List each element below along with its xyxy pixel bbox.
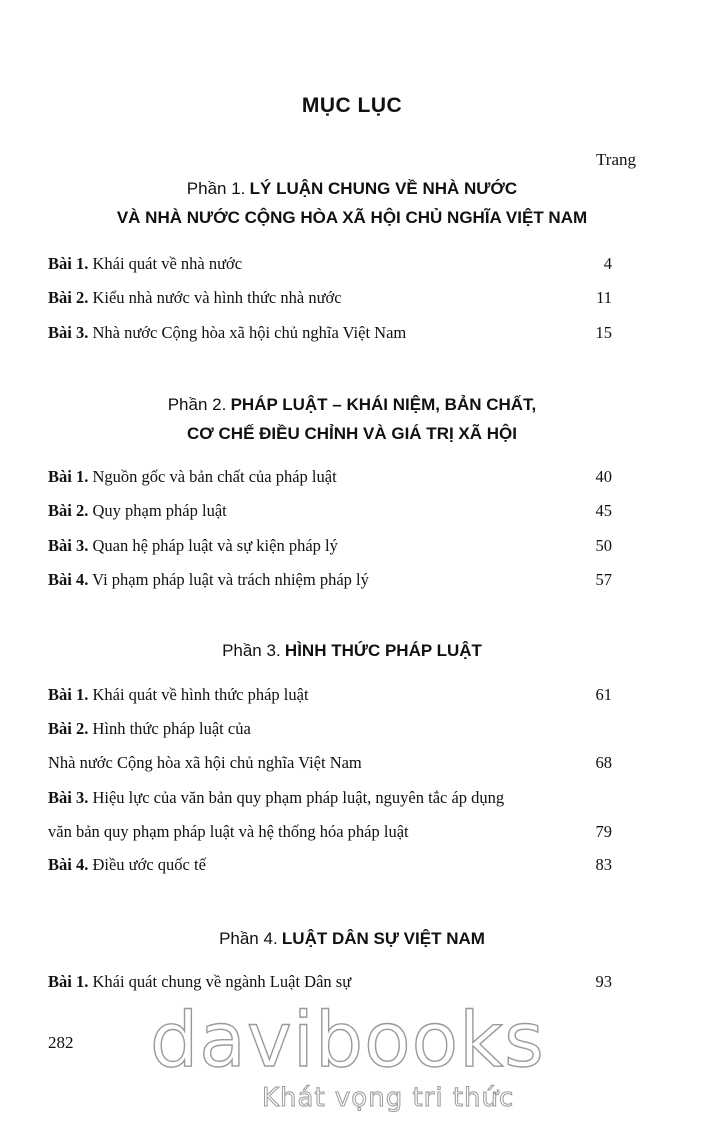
toc-entry[interactable] xyxy=(48,787,612,809)
part-name-line2: VÀ NHÀ NƯỚC CỘNG HÒA XÃ HỘI CHỦ NGHĨA VIỆT NAM xyxy=(116,208,588,227)
lesson-number: Bài 2. xyxy=(48,719,89,738)
page-title: MỤC LỤC xyxy=(301,94,403,117)
page-column-label: Trang xyxy=(596,150,636,169)
toc-entry[interactable] xyxy=(48,535,612,557)
page-ref: 79 xyxy=(595,822,612,841)
toc-entry[interactable] xyxy=(48,253,612,275)
lesson-number: Bài 1. xyxy=(48,254,89,273)
lesson-title: Hiệu lực của văn bản quy phạm pháp luật, nguyên tắc áp dụng xyxy=(92,788,505,807)
lesson-title-line2: Nhà nước Cộng hòa xã hội chủ nghĩa Việt Nam xyxy=(48,753,362,772)
page-ref: 4 xyxy=(603,254,612,273)
lesson-number: Bài 1. xyxy=(48,467,89,486)
watermark-logo: davibooks xyxy=(150,995,545,1084)
lesson-title: Khái quát về nhà nước xyxy=(92,254,243,273)
page-number: 282 xyxy=(48,1033,74,1052)
part-3-heading xyxy=(0,636,704,665)
part-name: PHÁP LUẬT – KHÁI NIỆM, BẢN CHẤT, xyxy=(230,395,537,414)
page-ref: 40 xyxy=(595,467,612,486)
lesson-number: Bài 3. xyxy=(48,788,89,807)
page-ref: 68 xyxy=(595,753,612,772)
page-ref: 83 xyxy=(595,855,612,874)
lesson-title: Khái quát về hình thức pháp luật xyxy=(92,685,309,704)
part-label: Phần 4. xyxy=(219,929,278,948)
part-label: Phần 1. xyxy=(186,179,246,198)
watermark-tagline: Khát vọng tri thức xyxy=(262,1083,515,1113)
watermark xyxy=(150,995,570,1125)
page-ref: 57 xyxy=(595,570,612,589)
toc-entry[interactable] xyxy=(48,322,612,344)
lesson-title: Quy phạm pháp luật xyxy=(92,501,227,520)
lesson-title: Nhà nước Cộng hòa xã hội chủ nghĩa Việt Nam xyxy=(92,323,407,342)
lesson-number: Bài 2. xyxy=(48,501,89,520)
lesson-title: Nguồn gốc và bản chất của pháp luật xyxy=(92,467,337,486)
toc-entry[interactable] xyxy=(48,718,612,740)
lesson-number: Bài 3. xyxy=(48,323,89,342)
lesson-number: Bài 2. xyxy=(48,288,89,307)
page-ref: 45 xyxy=(595,501,612,520)
part-name: HÌNH THỨC PHÁP LUẬT xyxy=(284,641,482,660)
lesson-title: Điều ước quốc tế xyxy=(92,855,206,874)
toc-entry[interactable] xyxy=(48,684,612,706)
toc-entry[interactable] xyxy=(48,569,612,591)
part-label: Phần 3. xyxy=(222,641,281,660)
lesson-number: Bài 1. xyxy=(48,972,89,991)
part-label: Phần 2. xyxy=(167,395,227,414)
part-name: LÝ LUẬN CHUNG VỀ NHÀ NƯỚC xyxy=(249,179,518,198)
lesson-title: Hình thức pháp luật của xyxy=(92,719,251,738)
page-ref: 15 xyxy=(595,323,612,342)
page-ref: 11 xyxy=(596,288,612,307)
lesson-number: Bài 4. xyxy=(48,570,89,589)
toc-entry[interactable] xyxy=(48,971,612,993)
page-ref: 61 xyxy=(595,685,612,704)
lesson-title: Quan hệ pháp luật và sự kiện pháp lý xyxy=(92,536,338,555)
part-name-line2: CƠ CHẾ ĐIỀU CHỈNH VÀ GIÁ TRỊ XÃ HỘI xyxy=(187,424,517,443)
part-1-heading xyxy=(0,174,704,232)
lesson-title: Vi phạm pháp luật và trách nhiệm pháp lý xyxy=(92,570,369,589)
lesson-title-line2: văn bản quy phạm pháp luật và hệ thống hóa pháp luật xyxy=(48,822,409,841)
toc-entry-continuation[interactable] xyxy=(48,821,612,843)
toc-entry-continuation[interactable] xyxy=(48,752,612,774)
part-name: LUẬT DÂN SỰ VIỆT NAM xyxy=(281,929,485,948)
lesson-title: Khái quát chung về ngành Luật Dân sự xyxy=(92,972,352,991)
toc-entry[interactable] xyxy=(48,854,612,876)
lesson-number: Bài 3. xyxy=(48,536,89,555)
lesson-number: Bài 1. xyxy=(48,685,89,704)
toc-entry[interactable] xyxy=(48,466,612,488)
page-ref: 93 xyxy=(595,972,612,991)
toc-entry[interactable] xyxy=(48,500,612,522)
part-2-heading xyxy=(0,390,704,448)
lesson-number: Bài 4. xyxy=(48,855,89,874)
part-4-heading xyxy=(0,924,704,953)
lesson-title: Kiểu nhà nước và hình thức nhà nước xyxy=(92,288,342,307)
toc-entry[interactable] xyxy=(48,287,612,309)
page-ref: 50 xyxy=(595,536,612,555)
